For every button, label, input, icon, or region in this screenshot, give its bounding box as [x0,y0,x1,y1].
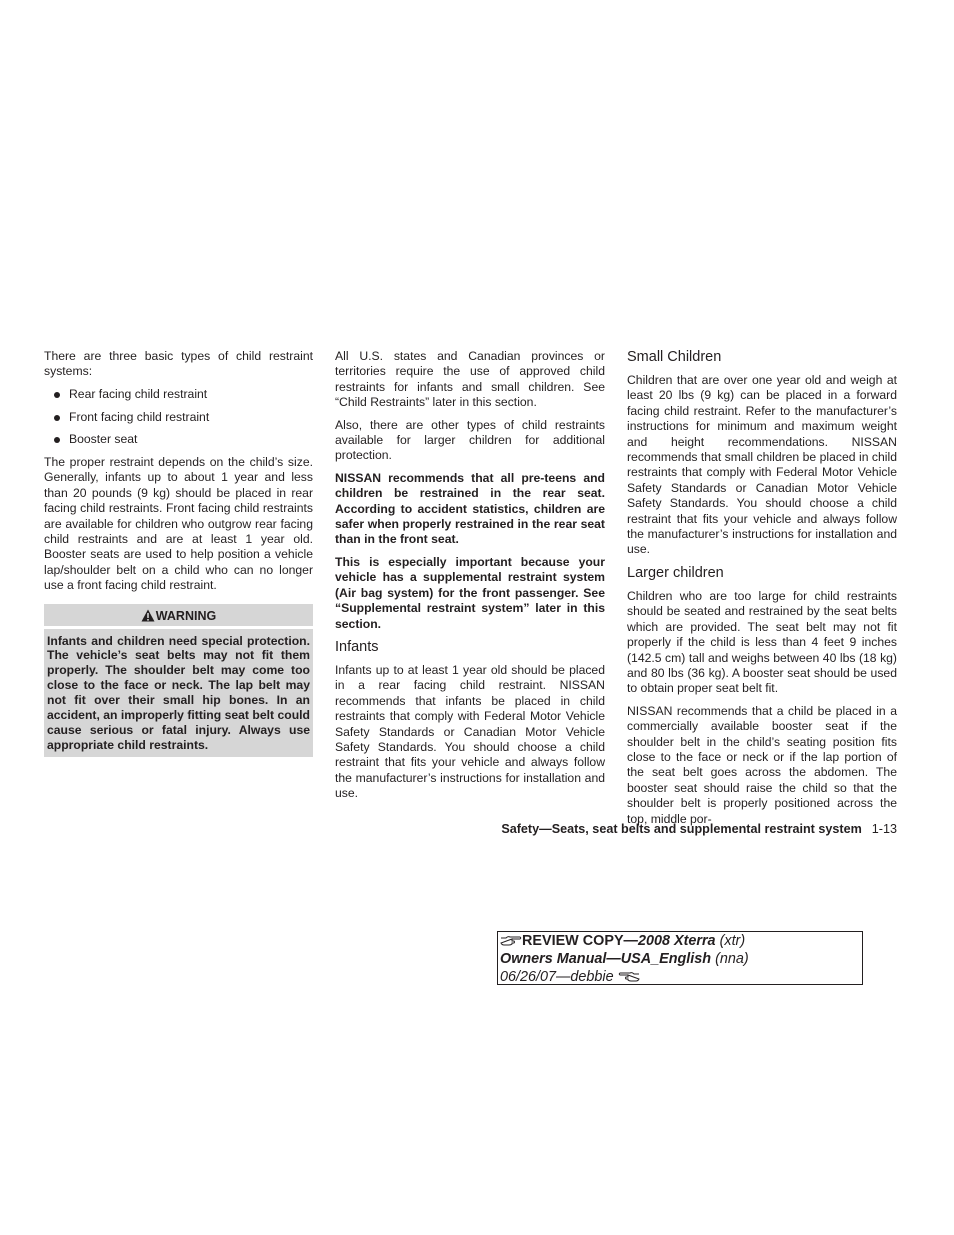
review-line-2: Owners Manual—USA_English (nna) [500,951,749,967]
page-footer [430,822,897,836]
list-item: Front facing child restraint [44,410,313,425]
paragraph: Infants up to at least 1 year old should be placed in a rear facing child restraint. NISSAN recommends that infants be placed in child restraints that comply with Federal Motor Vehicle Safety Standards or Canadian Motor Vehicle Safety Standards. You should choose a child restraint that fits your vehicle and always follow the manufacturer’s instructions for installation and use. [335,662,605,801]
larger-children-heading: Larger children [627,564,724,581]
warning-body: Infants and children need special protection. The vehicle’s seat belts may not fit them properly. The shoulder belt may come too close to the face or neck. The lap belt may not fit over their small hip bones. In an accident, an improperly fitting seat belt could cause serious or fatal injury. Always use appropriate child restraints. [47,633,310,752]
restraint-types-list [44,387,313,448]
paragraph: Children that are over one year old and weigh at least 20 lbs (9 kg) can be placed in a forward facing child restraint. Refer to the manufacturer’s instructions for minimum and maximum weight and height recommendations. NISSAN recommends that small children be placed in child restraints that comply with Federal Motor Vehicle Safety Standards or Canadian Motor Vehicle Safety Standards. You should choose a child restraint that fits your vehicle and always follow the manufacturer’s instructions for installation and use. [627,373,897,557]
page-number: 1-13 [871,822,897,836]
review-line-3: 06/26/07—debbie [500,968,862,986]
bold-paragraph: NISSAN recommends that all pre-teens and children be restrained in the rear seat. According to accident statistics, children are safer when properly restrained in the rear seat than in the front seat. [335,470,605,547]
paragraph: Children who are too large for child restraints should be seated and restrained by the seat belts which are provided. The seat belt may not fit properly if the child is less than 4 feet 9 inches (142.5 cm) tall and weighs between 40 lbs (18 kg) and 80 lbs (36 kg). A booster seat should be used to obtain proper seat belt fit. [627,588,897,696]
review-copy-stamp [497,931,863,985]
review-line-1: REVIEW COPY—2008 Xterra (xtr) [500,932,862,950]
warning-title: WARNING [44,604,313,629]
list-item: Rear facing child restraint [44,387,313,402]
middle-column [335,349,605,809]
bullet-icon [54,415,60,421]
list-item: Booster seat [44,432,313,447]
paragraph: NISSAN recommends that a child be placed in a commercially available booster seat if the shoulder belt in the child’s seating position fits close to the face or neck or if the lap portion of the seat belt goes across the abdomen. The booster seat should raise the child so that the shoulder belt is properly positioned across the top, middle por- [627,703,897,826]
proper-restraint-paragraph: The proper restraint depends on the child’s size. Generally, infants up to about 1 year and less than 20 pounds (9 kg) should be placed in rear facing child restraints. Front facing child restraints are available for children who outgrow rear facing child restraints and are at least 1 year old. Booster seats are used to help position a vehicle lap/shoulder belt on a child who can no longer use a front facing child restraint. [44,454,313,593]
pointing-hand-left-icon [618,970,640,982]
bold-paragraph: This is especially important because your vehicle has a supplemental restraint system (Air bag system) for the front passenger. See “Supplemental restraint system” later in this section. [335,554,605,631]
warning-box [44,604,313,757]
infants-heading: Infants [335,638,379,655]
footer-section-title: Safety—Seats, seat belts and supplemental restraint system [501,822,862,836]
bullet-icon [54,437,60,443]
left-column [44,349,313,757]
intro-paragraph: There are three basic types of child restraint systems: [44,349,313,379]
small-children-heading: Small Children [627,349,722,365]
pointing-hand-right-icon [500,934,522,946]
bullet-icon [54,392,60,398]
paragraph: Also, there are other types of child restraints available for larger children for additional protection. [335,417,605,463]
paragraph: All U.S. states and Canadian provinces or territories require the use of approved child restraints for infants and small children. See “Child Restraints” later in this section. [335,349,605,410]
right-column [627,349,897,834]
warning-triangle-icon [141,609,155,622]
